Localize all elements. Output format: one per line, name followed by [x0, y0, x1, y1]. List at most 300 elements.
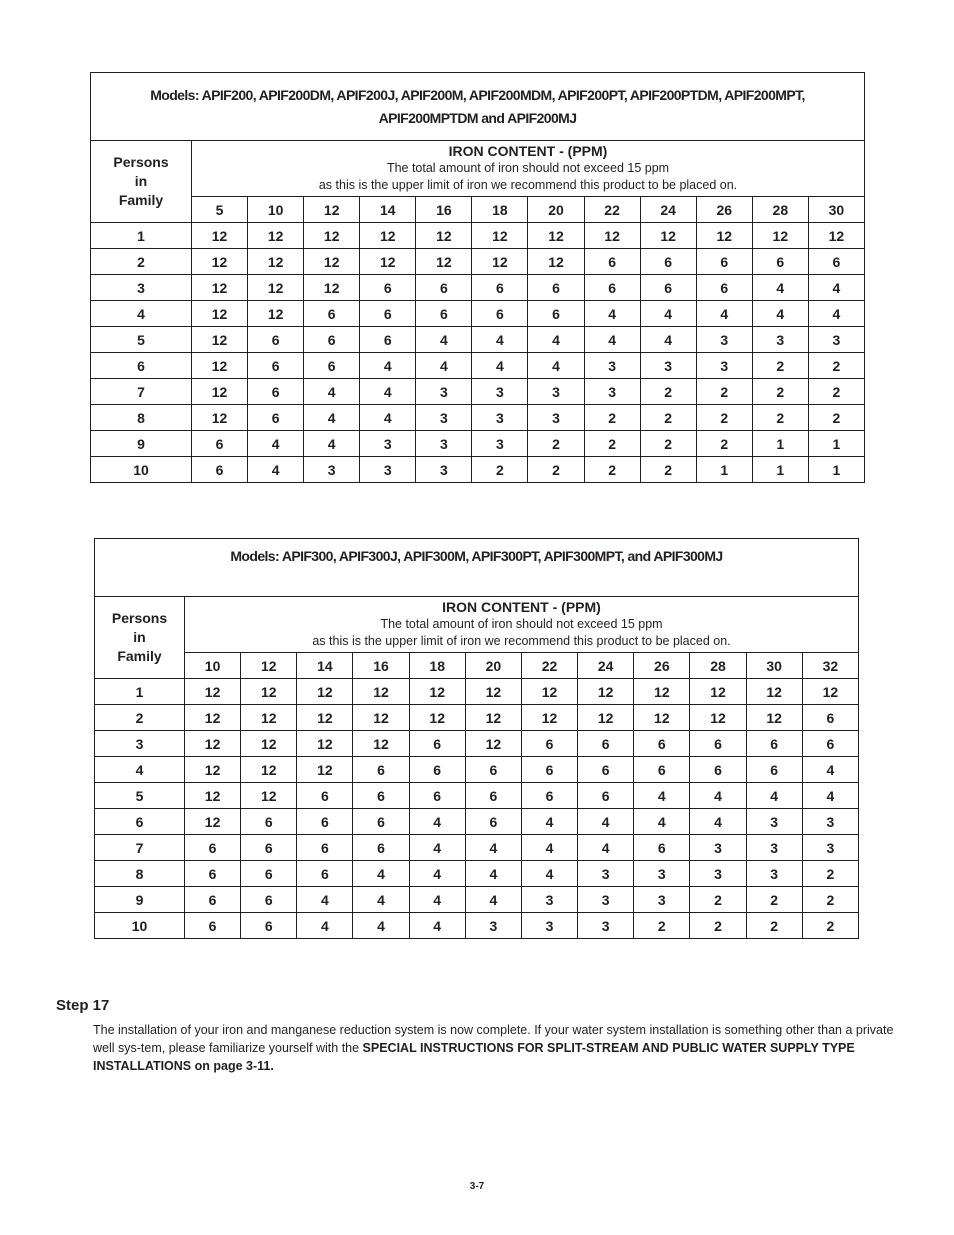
value-cell: 6 — [185, 861, 241, 887]
persons-cell: 2 — [91, 249, 192, 275]
value-cell: 6 — [696, 275, 752, 301]
value-cell: 4 — [360, 353, 416, 379]
value-cell: 6 — [465, 783, 521, 809]
table-row — [91, 327, 865, 353]
value-cell: 3 — [634, 887, 690, 913]
value-cell: 3 — [304, 457, 360, 483]
value-cell: 12 — [634, 679, 690, 705]
value-cell: 3 — [746, 835, 802, 861]
value-cell: 6 — [409, 757, 465, 783]
value-cell: 4 — [696, 301, 752, 327]
value-cell: 4 — [808, 301, 864, 327]
value-cell: 4 — [521, 861, 577, 887]
value-cell: 6 — [241, 913, 297, 939]
value-cell: 4 — [752, 301, 808, 327]
value-cell: 12 — [241, 679, 297, 705]
value-cell: 2 — [808, 379, 864, 405]
value-cell: 12 — [521, 679, 577, 705]
table-row — [91, 301, 865, 327]
value-cell: 12 — [192, 223, 248, 249]
value-cell: 2 — [802, 861, 858, 887]
value-cell: 2 — [690, 913, 746, 939]
value-cell: 3 — [696, 353, 752, 379]
ppm-column-header: 16 — [416, 197, 472, 223]
value-cell: 3 — [696, 327, 752, 353]
ppm-column-header: 5 — [192, 197, 248, 223]
value-cell: 6 — [304, 301, 360, 327]
table-row — [91, 379, 865, 405]
value-cell: 2 — [640, 379, 696, 405]
value-cell: 12 — [409, 705, 465, 731]
value-cell: 3 — [578, 887, 634, 913]
ppm-column-header: 18 — [409, 653, 465, 679]
value-cell: 6 — [353, 757, 409, 783]
ppm-column-headers — [91, 197, 865, 223]
value-cell: 6 — [297, 783, 353, 809]
value-cell: 4 — [584, 301, 640, 327]
value-cell: 4 — [472, 353, 528, 379]
ppm-column-header: 16 — [353, 653, 409, 679]
value-cell: 12 — [304, 275, 360, 301]
ppm-column-header: 22 — [584, 197, 640, 223]
value-cell: 6 — [746, 731, 802, 757]
value-cell: 12 — [752, 223, 808, 249]
value-cell: 12 — [192, 301, 248, 327]
table-body — [91, 223, 865, 483]
value-cell: 6 — [185, 835, 241, 861]
value-cell: 3 — [416, 431, 472, 457]
value-cell: 6 — [528, 301, 584, 327]
value-cell: 6 — [465, 809, 521, 835]
value-cell: 12 — [192, 249, 248, 275]
value-cell: 6 — [297, 809, 353, 835]
value-cell: 6 — [192, 431, 248, 457]
value-cell: 12 — [360, 223, 416, 249]
value-cell: 12 — [248, 223, 304, 249]
persons-cell: 4 — [95, 757, 185, 783]
value-cell: 3 — [472, 405, 528, 431]
value-cell: 4 — [808, 275, 864, 301]
persons-cell: 1 — [91, 223, 192, 249]
table-row — [91, 457, 865, 483]
ppm-column-header: 26 — [634, 653, 690, 679]
persons-cell: 3 — [91, 275, 192, 301]
value-cell: 6 — [802, 731, 858, 757]
value-cell: 6 — [185, 887, 241, 913]
value-cell: 6 — [465, 757, 521, 783]
value-cell: 4 — [472, 327, 528, 353]
value-cell: 6 — [690, 731, 746, 757]
step-heading: Step 17 — [56, 997, 110, 1014]
value-cell: 6 — [241, 809, 297, 835]
value-cell: 12 — [297, 679, 353, 705]
value-cell: 3 — [752, 327, 808, 353]
value-cell: 12 — [465, 679, 521, 705]
value-cell: 4 — [416, 327, 472, 353]
value-cell: 2 — [802, 887, 858, 913]
value-cell: 12 — [192, 353, 248, 379]
value-cell: 3 — [416, 379, 472, 405]
value-cell: 12 — [802, 679, 858, 705]
value-cell: 4 — [409, 887, 465, 913]
value-cell: 12 — [696, 223, 752, 249]
value-cell: 4 — [521, 835, 577, 861]
ppm-column-header: 24 — [640, 197, 696, 223]
value-cell: 6 — [360, 327, 416, 353]
value-cell: 12 — [528, 249, 584, 275]
value-cell: 12 — [746, 705, 802, 731]
value-cell: 12 — [746, 679, 802, 705]
value-cell: 3 — [360, 431, 416, 457]
value-cell: 2 — [752, 379, 808, 405]
table-row — [95, 731, 859, 757]
value-cell: 4 — [465, 835, 521, 861]
table-row — [95, 835, 859, 861]
value-cell: 3 — [802, 809, 858, 835]
value-cell: 3 — [746, 861, 802, 887]
value-cell: 2 — [690, 887, 746, 913]
value-cell: 12 — [690, 679, 746, 705]
value-cell: 6 — [297, 861, 353, 887]
ppm-column-header: 10 — [248, 197, 304, 223]
value-cell: 4 — [578, 835, 634, 861]
value-cell: 6 — [409, 731, 465, 757]
value-cell: 6 — [808, 249, 864, 275]
value-cell: 4 — [578, 809, 634, 835]
value-cell: 4 — [416, 353, 472, 379]
value-cell: 2 — [640, 431, 696, 457]
value-cell: 2 — [802, 913, 858, 939]
table-title: Models: APIF300, APIF300J, APIF300M, APIF300PT, APIF300MPT, and APIF300MJ — [95, 539, 859, 597]
value-cell: 2 — [808, 405, 864, 431]
value-cell: 6 — [634, 835, 690, 861]
value-cell: 6 — [578, 731, 634, 757]
value-cell: 12 — [472, 223, 528, 249]
iron-content-header: IRON CONTENT - (PPM) The total amount of iron should not exceed 15 ppm as this is the upper limit of iron we recommend this product to be placed on. — [185, 597, 859, 653]
value-cell: 3 — [802, 835, 858, 861]
value-cell: 12 — [578, 679, 634, 705]
ppm-column-header: 14 — [297, 653, 353, 679]
value-cell: 4 — [353, 913, 409, 939]
value-cell: 4 — [521, 809, 577, 835]
value-cell: 12 — [192, 405, 248, 431]
value-cell: 1 — [808, 457, 864, 483]
value-cell: 12 — [297, 705, 353, 731]
value-cell: 2 — [634, 913, 690, 939]
value-cell: 4 — [248, 431, 304, 457]
value-cell: 12 — [185, 783, 241, 809]
value-cell: 12 — [248, 275, 304, 301]
value-cell: 6 — [409, 783, 465, 809]
value-cell: 12 — [528, 223, 584, 249]
value-cell: 1 — [752, 431, 808, 457]
value-cell: 2 — [472, 457, 528, 483]
table-row — [91, 223, 865, 249]
value-cell: 4 — [640, 327, 696, 353]
value-cell: 1 — [808, 431, 864, 457]
ppm-column-header: 20 — [465, 653, 521, 679]
value-cell: 2 — [696, 405, 752, 431]
value-cell: 3 — [584, 379, 640, 405]
value-cell: 6 — [578, 757, 634, 783]
value-cell: 2 — [528, 431, 584, 457]
value-cell: 3 — [640, 353, 696, 379]
value-cell: 2 — [696, 431, 752, 457]
value-cell: 12 — [353, 731, 409, 757]
table-row — [91, 275, 865, 301]
value-cell: 6 — [521, 757, 577, 783]
value-cell: 12 — [185, 705, 241, 731]
value-cell: 4 — [634, 783, 690, 809]
value-cell: 12 — [248, 301, 304, 327]
table-row — [95, 757, 859, 783]
value-cell: 3 — [578, 861, 634, 887]
value-cell: 12 — [360, 249, 416, 275]
value-cell: 12 — [304, 223, 360, 249]
value-cell: 12 — [185, 757, 241, 783]
persons-cell: 4 — [91, 301, 192, 327]
value-cell: 3 — [578, 913, 634, 939]
value-cell: 12 — [185, 731, 241, 757]
value-cell: 4 — [297, 887, 353, 913]
value-cell: 12 — [192, 275, 248, 301]
ppm-column-headers — [95, 653, 859, 679]
value-cell: 6 — [360, 275, 416, 301]
value-cell: 12 — [241, 705, 297, 731]
persons-cell: 6 — [91, 353, 192, 379]
ppm-column-header: 12 — [241, 653, 297, 679]
value-cell: 6 — [353, 835, 409, 861]
table-row — [91, 353, 865, 379]
ppm-column-header: 28 — [752, 197, 808, 223]
value-cell: 3 — [690, 835, 746, 861]
value-cell: 6 — [578, 783, 634, 809]
value-cell: 4 — [690, 783, 746, 809]
table-row — [95, 887, 859, 913]
value-cell: 12 — [241, 783, 297, 809]
value-cell: 12 — [465, 705, 521, 731]
value-cell: 6 — [640, 275, 696, 301]
value-cell: 6 — [360, 301, 416, 327]
value-cell: 12 — [521, 705, 577, 731]
value-cell: 3 — [472, 431, 528, 457]
value-cell: 3 — [472, 379, 528, 405]
persons-cell: 5 — [91, 327, 192, 353]
value-cell: 4 — [465, 861, 521, 887]
value-cell: 4 — [304, 431, 360, 457]
value-cell: 3 — [360, 457, 416, 483]
ppm-column-header: 30 — [808, 197, 864, 223]
value-cell: 12 — [192, 327, 248, 353]
ppm-column-header: 14 — [360, 197, 416, 223]
value-cell: 6 — [248, 327, 304, 353]
value-cell: 2 — [584, 457, 640, 483]
persons-cell: 8 — [95, 861, 185, 887]
step-instructions — [93, 1021, 903, 1075]
value-cell: 4 — [409, 809, 465, 835]
value-cell: 3 — [465, 913, 521, 939]
value-cell: 12 — [640, 223, 696, 249]
page-number: 3-7 — [469, 1181, 485, 1192]
value-cell: 6 — [297, 835, 353, 861]
value-cell: 3 — [416, 457, 472, 483]
step-reference: SPECIAL INSTRUCTIONS FOR SPLIT-STREAM AND PUBLIC WATER SUPPLY TYPE INSTALLATIONS on page 3-11. — [93, 1041, 855, 1073]
table-body — [95, 679, 859, 939]
table-row — [95, 705, 859, 731]
value-cell: 3 — [521, 887, 577, 913]
persons-cell: 2 — [95, 705, 185, 731]
value-cell: 4 — [584, 327, 640, 353]
value-cell: 6 — [472, 301, 528, 327]
value-cell: 6 — [353, 783, 409, 809]
value-cell: 3 — [528, 379, 584, 405]
value-cell: 6 — [802, 705, 858, 731]
value-cell: 4 — [360, 405, 416, 431]
table-row — [91, 431, 865, 457]
ppm-column-header: 30 — [746, 653, 802, 679]
value-cell: 1 — [696, 457, 752, 483]
value-cell: 4 — [353, 861, 409, 887]
value-cell: 4 — [746, 783, 802, 809]
value-cell: 4 — [802, 757, 858, 783]
value-cell: 6 — [752, 249, 808, 275]
value-cell: 2 — [528, 457, 584, 483]
table-row — [95, 679, 859, 705]
value-cell: 2 — [640, 405, 696, 431]
value-cell: 6 — [746, 757, 802, 783]
iron-content-table-apif300 — [94, 538, 859, 939]
value-cell: 6 — [304, 327, 360, 353]
value-cell: 12 — [185, 679, 241, 705]
value-cell: 6 — [248, 353, 304, 379]
value-cell: 6 — [416, 301, 472, 327]
value-cell: 3 — [746, 809, 802, 835]
value-cell: 4 — [360, 379, 416, 405]
persons-cell: 7 — [95, 835, 185, 861]
value-cell: 12 — [465, 731, 521, 757]
value-cell: 6 — [696, 249, 752, 275]
value-cell: 4 — [248, 457, 304, 483]
persons-in-family-header: Persons in Family — [95, 597, 185, 679]
value-cell: 12 — [297, 757, 353, 783]
value-cell: 2 — [752, 405, 808, 431]
value-cell: 3 — [521, 913, 577, 939]
table-row — [95, 783, 859, 809]
value-cell: 1 — [752, 457, 808, 483]
value-cell: 6 — [584, 249, 640, 275]
value-cell: 12 — [808, 223, 864, 249]
value-cell: 2 — [584, 431, 640, 457]
table-row — [95, 861, 859, 887]
step-text: The installation of your iron and manganese reduction system is now complete. If your water system installation is something other than a private well sys-tem, please familiarize yourself with the — [93, 1023, 894, 1055]
value-cell: 4 — [752, 275, 808, 301]
value-cell: 6 — [416, 275, 472, 301]
value-cell: 2 — [746, 913, 802, 939]
persons-in-family-header: Persons in Family — [91, 141, 192, 223]
value-cell: 6 — [192, 457, 248, 483]
value-cell: 6 — [304, 353, 360, 379]
persons-cell: 3 — [95, 731, 185, 757]
iron-content-table-apif200 — [90, 72, 865, 483]
value-cell: 6 — [634, 731, 690, 757]
value-cell: 2 — [752, 353, 808, 379]
value-cell: 4 — [802, 783, 858, 809]
value-cell: 6 — [521, 731, 577, 757]
value-cell: 4 — [528, 327, 584, 353]
ppm-column-header: 20 — [528, 197, 584, 223]
table-row — [95, 809, 859, 835]
value-cell: 6 — [472, 275, 528, 301]
value-cell: 6 — [353, 809, 409, 835]
value-cell: 4 — [640, 301, 696, 327]
value-cell: 12 — [192, 379, 248, 405]
persons-cell: 6 — [95, 809, 185, 835]
ppm-column-header: 12 — [304, 197, 360, 223]
value-cell: 6 — [248, 379, 304, 405]
value-cell: 3 — [528, 405, 584, 431]
iron-content-header: IRON CONTENT - (PPM) The total amount of iron should not exceed 15 ppm as this is the upper limit of iron we recommend this product to be placed on. — [192, 141, 865, 197]
value-cell: 12 — [634, 705, 690, 731]
value-cell: 6 — [634, 757, 690, 783]
table-row — [95, 913, 859, 939]
value-cell: 3 — [416, 405, 472, 431]
value-cell: 6 — [248, 405, 304, 431]
value-cell: 12 — [416, 249, 472, 275]
persons-cell: 5 — [95, 783, 185, 809]
value-cell: 12 — [248, 249, 304, 275]
value-cell: 4 — [409, 861, 465, 887]
value-cell: 6 — [584, 275, 640, 301]
value-cell: 12 — [416, 223, 472, 249]
value-cell: 6 — [241, 861, 297, 887]
ppm-column-header: 18 — [472, 197, 528, 223]
value-cell: 4 — [409, 913, 465, 939]
persons-cell: 9 — [91, 431, 192, 457]
persons-cell: 7 — [91, 379, 192, 405]
value-cell: 3 — [808, 327, 864, 353]
value-cell: 4 — [304, 379, 360, 405]
value-cell: 4 — [690, 809, 746, 835]
persons-cell: 10 — [91, 457, 192, 483]
ppm-column-header: 32 — [802, 653, 858, 679]
value-cell: 4 — [528, 353, 584, 379]
value-cell: 12 — [353, 705, 409, 731]
value-cell: 12 — [353, 679, 409, 705]
ppm-column-header: 26 — [696, 197, 752, 223]
value-cell: 12 — [578, 705, 634, 731]
value-cell: 4 — [304, 405, 360, 431]
value-cell: 12 — [584, 223, 640, 249]
value-cell: 6 — [241, 835, 297, 861]
persons-cell: 8 — [91, 405, 192, 431]
ppm-column-header: 24 — [578, 653, 634, 679]
value-cell: 2 — [640, 457, 696, 483]
value-cell: 4 — [634, 809, 690, 835]
value-cell: 12 — [690, 705, 746, 731]
value-cell: 2 — [746, 887, 802, 913]
ppm-column-header: 10 — [185, 653, 241, 679]
value-cell: 2 — [696, 379, 752, 405]
value-cell: 4 — [353, 887, 409, 913]
value-cell: 6 — [521, 783, 577, 809]
value-cell: 3 — [584, 353, 640, 379]
value-cell: 3 — [690, 861, 746, 887]
value-cell: 12 — [185, 809, 241, 835]
table-title: Models: APIF200, APIF200DM, APIF200J, APIF200M, APIF200MDM, APIF200PT, APIF200PTDM, APIF200MPT, APIF200MPTDM and APIF200MJ — [91, 73, 865, 141]
value-cell: 12 — [297, 731, 353, 757]
table-row — [91, 249, 865, 275]
value-cell: 6 — [690, 757, 746, 783]
